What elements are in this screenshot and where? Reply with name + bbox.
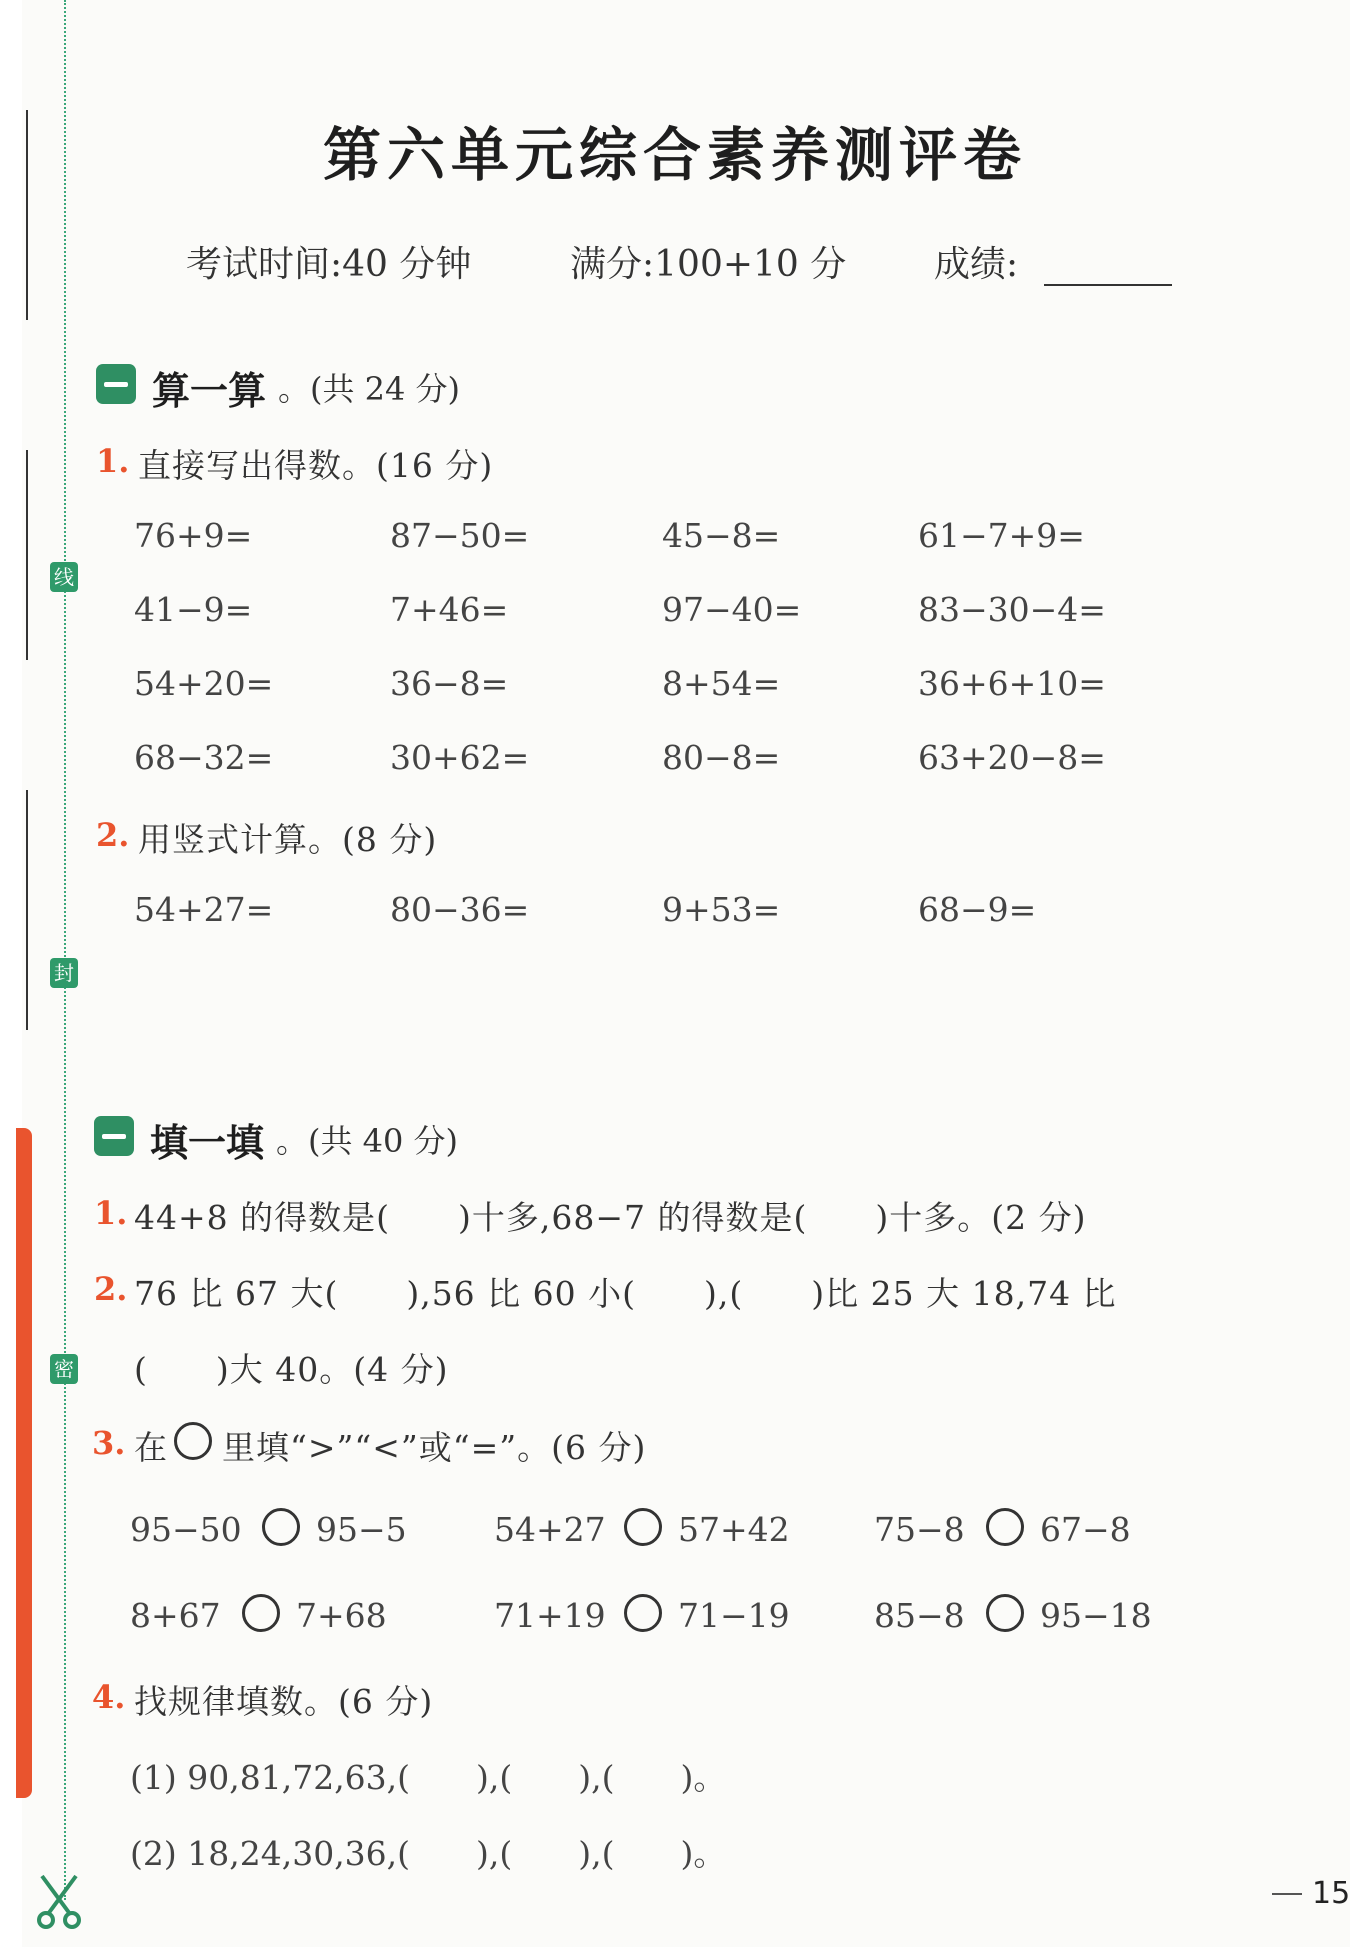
arith-item: 87−50= (390, 516, 530, 555)
side-tab (16, 1128, 32, 1798)
arith-item: 54+20= (134, 664, 274, 703)
arith-item: 36−8= (390, 664, 509, 703)
compare-circle[interactable] (624, 1594, 662, 1632)
binding-rule (26, 790, 28, 1030)
vertical-calc-item: 80−36= (390, 890, 530, 929)
pattern-item: (1) 90,81,72,63,( ),( ),( )。 (130, 1758, 727, 1797)
arith-item: 30+62= (390, 738, 530, 777)
pattern-item: (2) 18,24,30,36,( ),( ),( )。 (130, 1834, 727, 1873)
compare-right: 57+42 (678, 1510, 790, 1549)
arith-item: 45−8= (662, 516, 781, 555)
compare-left: 8+67 (130, 1596, 221, 1635)
cut-line (64, 0, 66, 1900)
scissors-icon (36, 1874, 82, 1934)
compare-circle[interactable] (624, 1508, 662, 1546)
section-two-badge (94, 1116, 134, 1156)
s1-q2-number: 2. (96, 816, 130, 854)
s2-q3-text-b: 里填“>”“<”或“=”。(6 分) (222, 1428, 647, 1467)
arith-item: 80−8= (662, 738, 781, 777)
arith-item: 7+46= (390, 590, 509, 629)
arith-item: 61−7+9= (918, 516, 1085, 555)
vertical-calc-item: 54+27= (134, 890, 274, 929)
section-two-note: 。(共 40 分) (276, 1122, 459, 1160)
compare-right: 95−5 (316, 1510, 407, 1549)
page-number-rule (1272, 1893, 1302, 1895)
s2-q1-number: 1. (94, 1194, 128, 1232)
exam-time: 考试时间:40 分钟 (186, 244, 472, 285)
score-blank[interactable] (1044, 284, 1172, 286)
compare-circle[interactable] (986, 1594, 1024, 1632)
arith-item: 76+9= (134, 516, 253, 555)
section-one-note: 。(共 24 分) (278, 370, 461, 408)
compare-right: 95−18 (1040, 1596, 1152, 1635)
s1-q1-text: 直接写出得数。(16 分) (138, 446, 494, 485)
compare-left: 95−50 (130, 1510, 242, 1549)
arith-item: 8+54= (662, 664, 781, 703)
binding-char-xian: 线 (50, 562, 78, 592)
s2-q1-text: 44+8 的得数是( )十多,68−7 的得数是( )十多。(2 分) (134, 1198, 1087, 1237)
s2-q2-line1: 76 比 67 大( ),56 比 60 小( ),( )比 25 大 18,74 比 (134, 1274, 1117, 1313)
s2-q4-text: 找规律填数。(6 分) (134, 1682, 434, 1721)
arith-item: 83−30−4= (918, 590, 1106, 629)
s2-q2-number: 2. (94, 1270, 128, 1308)
compare-right: 7+68 (296, 1596, 387, 1635)
s2-q2-line2: ( )大 40。(4 分) (134, 1350, 449, 1389)
page-title: 第六单元综合素养测评卷 (322, 121, 1027, 189)
arith-item: 36+6+10= (918, 664, 1106, 703)
full-score: 满分:100+10 分 (570, 244, 847, 285)
circle-icon (174, 1422, 212, 1460)
compare-left: 71+19 (494, 1596, 606, 1635)
score-label: 成绩: (934, 244, 1019, 285)
compare-circle[interactable] (986, 1508, 1024, 1546)
section-two-title: 填一填 (150, 1120, 265, 1165)
compare-left: 54+27 (494, 1510, 606, 1549)
s2-q3-number: 3. (92, 1424, 126, 1462)
compare-left: 85−8 (874, 1596, 965, 1635)
vertical-calc-item: 9+53= (662, 890, 781, 929)
section-one-badge (96, 364, 136, 404)
binding-rule (26, 450, 28, 660)
s2-q3-text-a: 在 (134, 1428, 168, 1467)
s1-q1-number: 1. (96, 442, 130, 480)
binding-char-feng: 封 (50, 958, 78, 988)
s2-q4-number: 4. (92, 1678, 126, 1716)
arith-item: 97−40= (662, 590, 802, 629)
compare-circle[interactable] (262, 1508, 300, 1546)
binding-char-mi: 密 (50, 1354, 78, 1384)
arith-item: 63+20−8= (918, 738, 1106, 777)
arith-item: 68−32= (134, 738, 274, 777)
compare-right: 67−8 (1040, 1510, 1131, 1549)
vertical-calc-item: 68−9= (918, 890, 1037, 929)
arith-item: 41−9= (134, 590, 253, 629)
compare-circle[interactable] (242, 1594, 280, 1632)
page-number: 15 (1312, 1876, 1350, 1911)
compare-left: 75−8 (874, 1510, 965, 1549)
compare-right: 71−19 (678, 1596, 790, 1635)
section-one-title: 算一算 (152, 368, 267, 413)
s1-q2-text: 用竖式计算。(8 分) (138, 820, 438, 859)
